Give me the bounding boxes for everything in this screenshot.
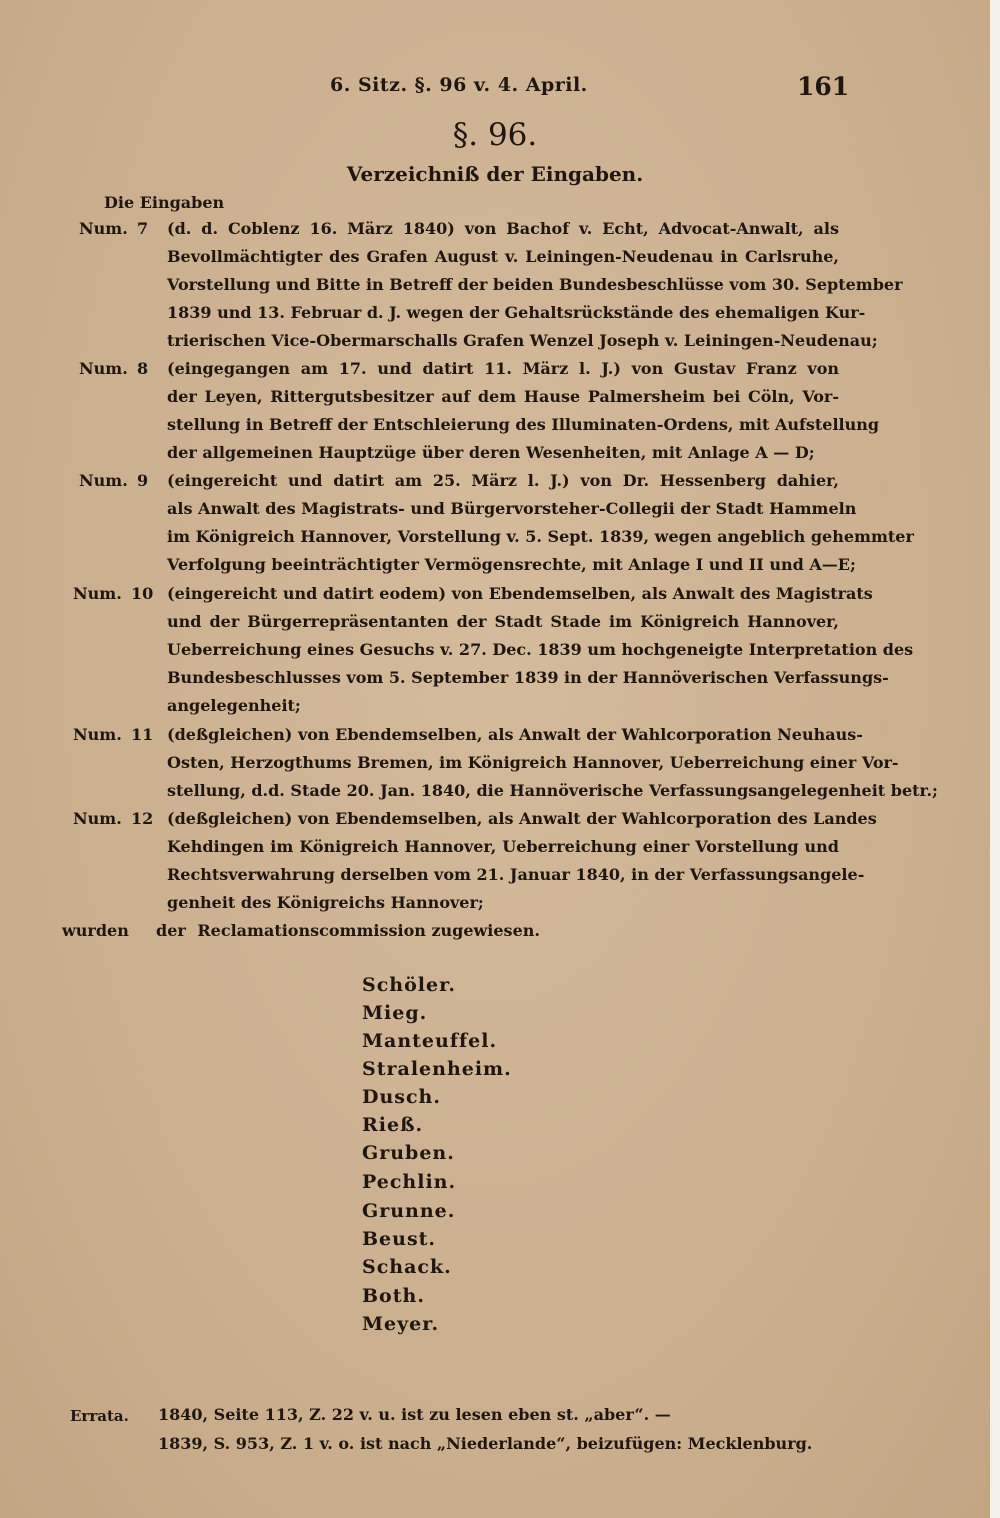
section-title: Verzeichniß der Eingaben. xyxy=(346,162,644,186)
entry-number: 8 xyxy=(137,359,149,378)
entry-number: 7 xyxy=(137,219,149,238)
entry-line: Verfolgung beeinträchtigter Vermögensrechte, mit Anlage I und II und A—E; xyxy=(167,555,856,574)
signatory: Dusch. xyxy=(362,1086,441,1108)
running-title: 6. Sitz. §. 96 v. 4. April. xyxy=(330,74,588,96)
entry-label-text: Num. xyxy=(73,584,122,603)
entry-line: (eingereicht und datirt am 25. März l. J.) von Dr. Hessenberg dahier, xyxy=(167,471,839,490)
entry-line: Osten, Herzogthums Bremen, im Königreich Hannover, Ueberreichung einer Vor- xyxy=(167,753,899,772)
errata-line: 1839, S. 953, Z. 1 v. o. ist nach „Niederlande“, beizufügen: Mecklenburg. xyxy=(158,1434,813,1453)
signatory: Meyer. xyxy=(362,1313,440,1335)
entry-line: 1839 und 13. Februar d. J. wegen der Gehaltsrückstände des ehemaligen Kur- xyxy=(167,303,866,322)
entry-line: Ueberreichung eines Gesuchs v. 27. Dec. 1839 um hochgeneigte Interpretation des xyxy=(167,640,914,659)
signatory: Schöler. xyxy=(362,974,456,996)
signatory: Beust. xyxy=(362,1228,437,1250)
closing-text: Reclamationscommission zugewiesen. xyxy=(197,921,540,940)
page-number: 161 xyxy=(797,72,850,101)
entry-line: Kehdingen im Königreich Hannover, Ueberreichung einer Vorstellung und xyxy=(167,837,839,856)
entry-line: (deßgleichen) von Ebendemselben, als Anwalt der Wahlcorporation des Landes xyxy=(167,809,877,828)
entry-line: der allgemeinen Hauptzüge über deren Wesenheiten, mit Anlage A — D; xyxy=(167,443,815,462)
errata-line: 1840, Seite 113, Z. 22 v. u. ist zu lesen eben st. „aber“. — xyxy=(158,1405,671,1424)
intro-text: Die Eingaben xyxy=(104,193,225,212)
section-number: §. 96. xyxy=(452,117,538,153)
entry-line: Vorstellung und Bitte in Betreff der beiden Bundesbeschlüsse vom 30. September xyxy=(167,275,903,294)
signatory: Manteuffel. xyxy=(362,1030,498,1052)
entry-line: (d. d. Coblenz 16. März 1840) von Bachof v. Echt, Advocat-Anwalt, als xyxy=(167,219,839,238)
entry-label-text: Num. xyxy=(73,809,122,828)
signatory: Stralenheim. xyxy=(362,1058,512,1080)
entry-line: der Leyen, Rittergutsbesitzer auf dem Hause Palmersheim bei Cöln, Vor- xyxy=(167,387,839,406)
signatory: Both. xyxy=(362,1285,425,1307)
entry-line: Bevollmächtigter des Grafen August v. Leiningen-Neudenau in Carlsruhe, xyxy=(167,247,839,266)
signatory: Rieß. xyxy=(362,1114,424,1136)
entry-line: stellung in Betreff der Entschleierung des Illuminaten-Ordens, mit Aufstellung xyxy=(167,415,880,434)
signatory: Mieg. xyxy=(362,1002,428,1024)
entry-line: angelegenheit; xyxy=(167,696,301,715)
entry-line: (eingereicht und datirt eodem) von Ebendemselben, als Anwalt des Magistrats xyxy=(167,584,873,603)
entry-line: als Anwalt des Magistrats- und Bürgervorsteher-Collegii der Stadt Hammeln xyxy=(167,499,857,518)
entry-line: im Königreich Hannover, Vorstellung v. 5. Sept. 1839, wegen angeblich gehemmter xyxy=(167,527,914,546)
entry-line: trierischen Vice-Obermarschalls Grafen Wenzel Joseph v. Leiningen-Neudenau; xyxy=(167,331,878,350)
closing-line xyxy=(62,921,540,940)
entry-number: 9 xyxy=(137,471,149,490)
entry-line: genheit des Königreichs Hannover; xyxy=(167,893,484,912)
signatory: Pechlin. xyxy=(362,1171,457,1193)
closing-word: wurden xyxy=(62,921,129,940)
entry-line: (deßgleichen) von Ebendemselben, als Anwalt der Wahlcorporation Neuhaus- xyxy=(167,725,863,744)
entry-line: (eingegangen am 17. und datirt 11. März l. J.) von Gustav Franz von xyxy=(167,359,839,378)
entry-label-text: Num. xyxy=(79,359,128,378)
entry-number: 12 xyxy=(131,809,154,828)
signatory: Schack. xyxy=(362,1256,452,1278)
entry-line: und der Bürgerrepräsentanten der Stadt Stade im Königreich Hannover, xyxy=(167,612,839,631)
entry-label-text: Num. xyxy=(79,471,128,490)
signatory: Grunne. xyxy=(362,1200,456,1222)
entry-number: 11 xyxy=(131,725,154,744)
entry-label-text: Num. xyxy=(73,725,122,744)
entry-line: stellung, d.d. Stade 20. Jan. 1840, die Hannöverische Verfassungsangelegenheit betr.; xyxy=(167,781,938,800)
entry-number: 10 xyxy=(131,584,154,603)
entry-label-text: Num. xyxy=(79,219,128,238)
scan-edge xyxy=(990,0,1000,1518)
errata-label: Errata. xyxy=(70,1407,129,1425)
entry-line: Rechtsverwahrung derselben vom 21. Januar 1840, in der Verfassungsangele- xyxy=(167,865,865,884)
signatory: Gruben. xyxy=(362,1142,455,1164)
closing-word: der xyxy=(156,921,186,940)
entry-line: Bundesbeschlusses vom 5. September 1839 in der Hannöverischen Verfassungs- xyxy=(167,668,889,687)
